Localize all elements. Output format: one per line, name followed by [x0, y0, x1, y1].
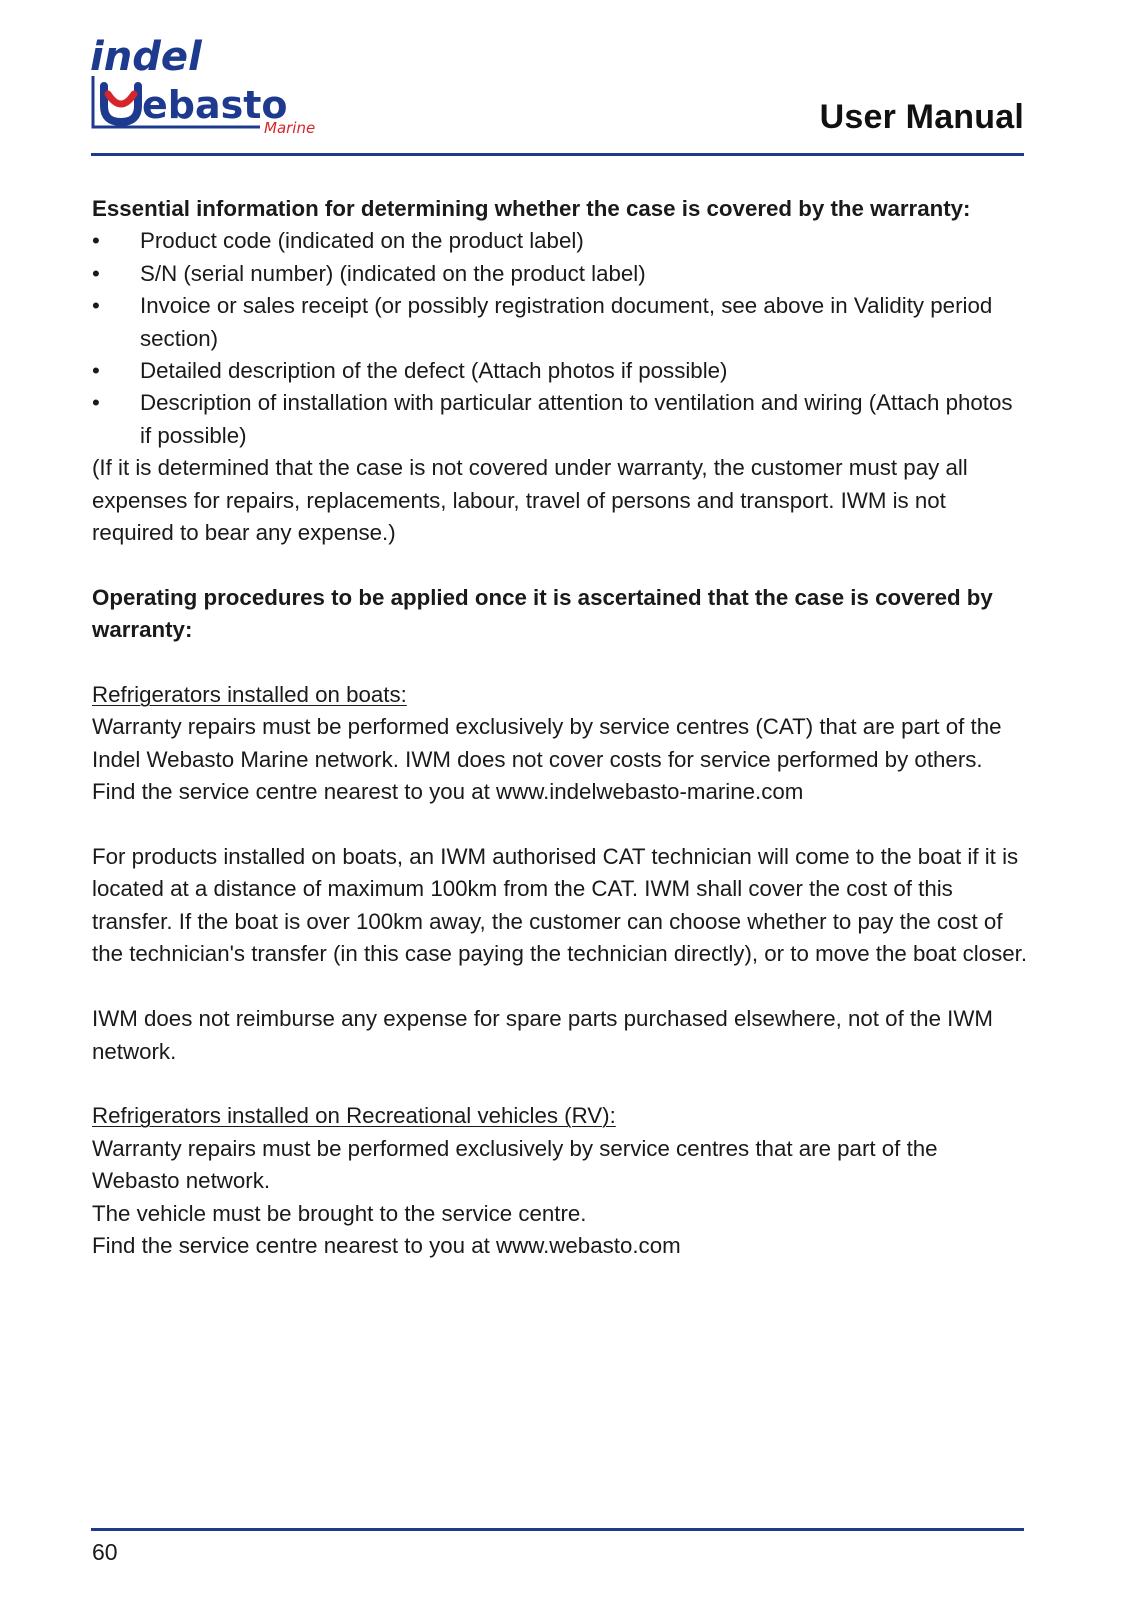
boats-subheading	[92, 679, 1027, 711]
header-divider	[91, 153, 1024, 156]
essential-info-heading: Essential information for determining whether the case is covered by the warranty:	[92, 196, 971, 221]
logo-tagline: Marine	[264, 119, 316, 137]
spacer	[92, 647, 1027, 679]
logo-smile-mark	[108, 94, 134, 104]
list-item-text: Description of installation with particular attention to ventilation and wiring (Attach photos if possible)	[140, 390, 1013, 448]
bullet-icon: •	[92, 358, 100, 384]
rv-paragraph-find-centre: Find the service centre nearest to you at www.webasto.com	[92, 1232, 681, 1258]
list-item	[92, 355, 1027, 387]
list-item-text: Invoice or sales receipt (or possibly registration document, see above in Validity period section)	[140, 293, 993, 351]
not-covered-note: (If it is determined that the case is not covered under warranty, the customer must pay all expenses for repairs, replacements, labour, travel of persons and transport. IWM is not required to bear any expense.)	[92, 455, 968, 546]
list-item	[92, 387, 1027, 452]
bullet-icon: •	[92, 293, 100, 319]
logo-word-ebasto: ebasto	[142, 83, 288, 127]
list-item-text: Detailed description of the defect (Attach photos if possible)	[140, 358, 728, 384]
list-item-text: Product code (indicated on the product label)	[140, 228, 584, 254]
page-content	[92, 193, 1027, 1262]
rv-paragraph-network: Warranty repairs must be performed exclusively by service centres that are part of the Webasto network.	[92, 1135, 938, 1194]
bullet-icon: •	[92, 228, 100, 254]
operating-procedures-heading: Operating procedures to be applied once it is ascertained that the case is covered by warranty:	[92, 584, 993, 643]
rv-paragraph-bring-vehicle: The vehicle must be brought to the service centre.	[92, 1200, 587, 1226]
boats-paragraph-transfer: For products installed on boats, an IWM authorised CAT technician will come to the boat if it is located at a distance of maximum 100km from the CAT. IWM shall cover the cost of this transfer. If the boat is over 100km away, the customer can choose whether to pay the cost of the technician's transfer (in this case paying the technician directly), or to move the boat closer.	[92, 844, 1028, 967]
indel-webasto-marine-logo	[90, 30, 330, 138]
rv-subheading	[92, 1100, 1027, 1132]
spacer	[92, 971, 1027, 1003]
spacer	[92, 809, 1027, 841]
spacer	[92, 1068, 1027, 1100]
page-title: User Manual	[819, 98, 1024, 136]
list-item	[92, 290, 1027, 355]
logo-word-indel: indel	[90, 34, 202, 80]
bullet-icon: •	[92, 390, 100, 416]
boats-subheading-text: Refrigerators installed on boats:	[92, 682, 407, 708]
boats-paragraph-service: Warranty repairs must be performed exclusively by service centres (CAT) that are part of the Indel Webasto Marine network. IWM does not cover costs for service performed by others. Find the service centre nearest to you at www.indelwebasto-marine.com	[92, 714, 1002, 805]
logo-graphic	[90, 30, 330, 138]
page-number: 60	[92, 1539, 118, 1565]
list-item-text: S/N (serial number) (indicated on the product label)	[140, 260, 646, 286]
spacer	[92, 549, 1027, 581]
list-item	[92, 258, 1027, 290]
bullet-icon: •	[92, 260, 100, 286]
boats-paragraph-spare-parts: IWM does not reimburse any expense for spare parts purchased elsewhere, not of the IWM network.	[92, 1006, 993, 1064]
essential-info-list	[92, 225, 1027, 452]
list-item	[92, 225, 1027, 257]
rv-subheading-text: Refrigerators installed on Recreational vehicles (RV):	[92, 1103, 616, 1129]
footer-divider	[91, 1528, 1024, 1531]
